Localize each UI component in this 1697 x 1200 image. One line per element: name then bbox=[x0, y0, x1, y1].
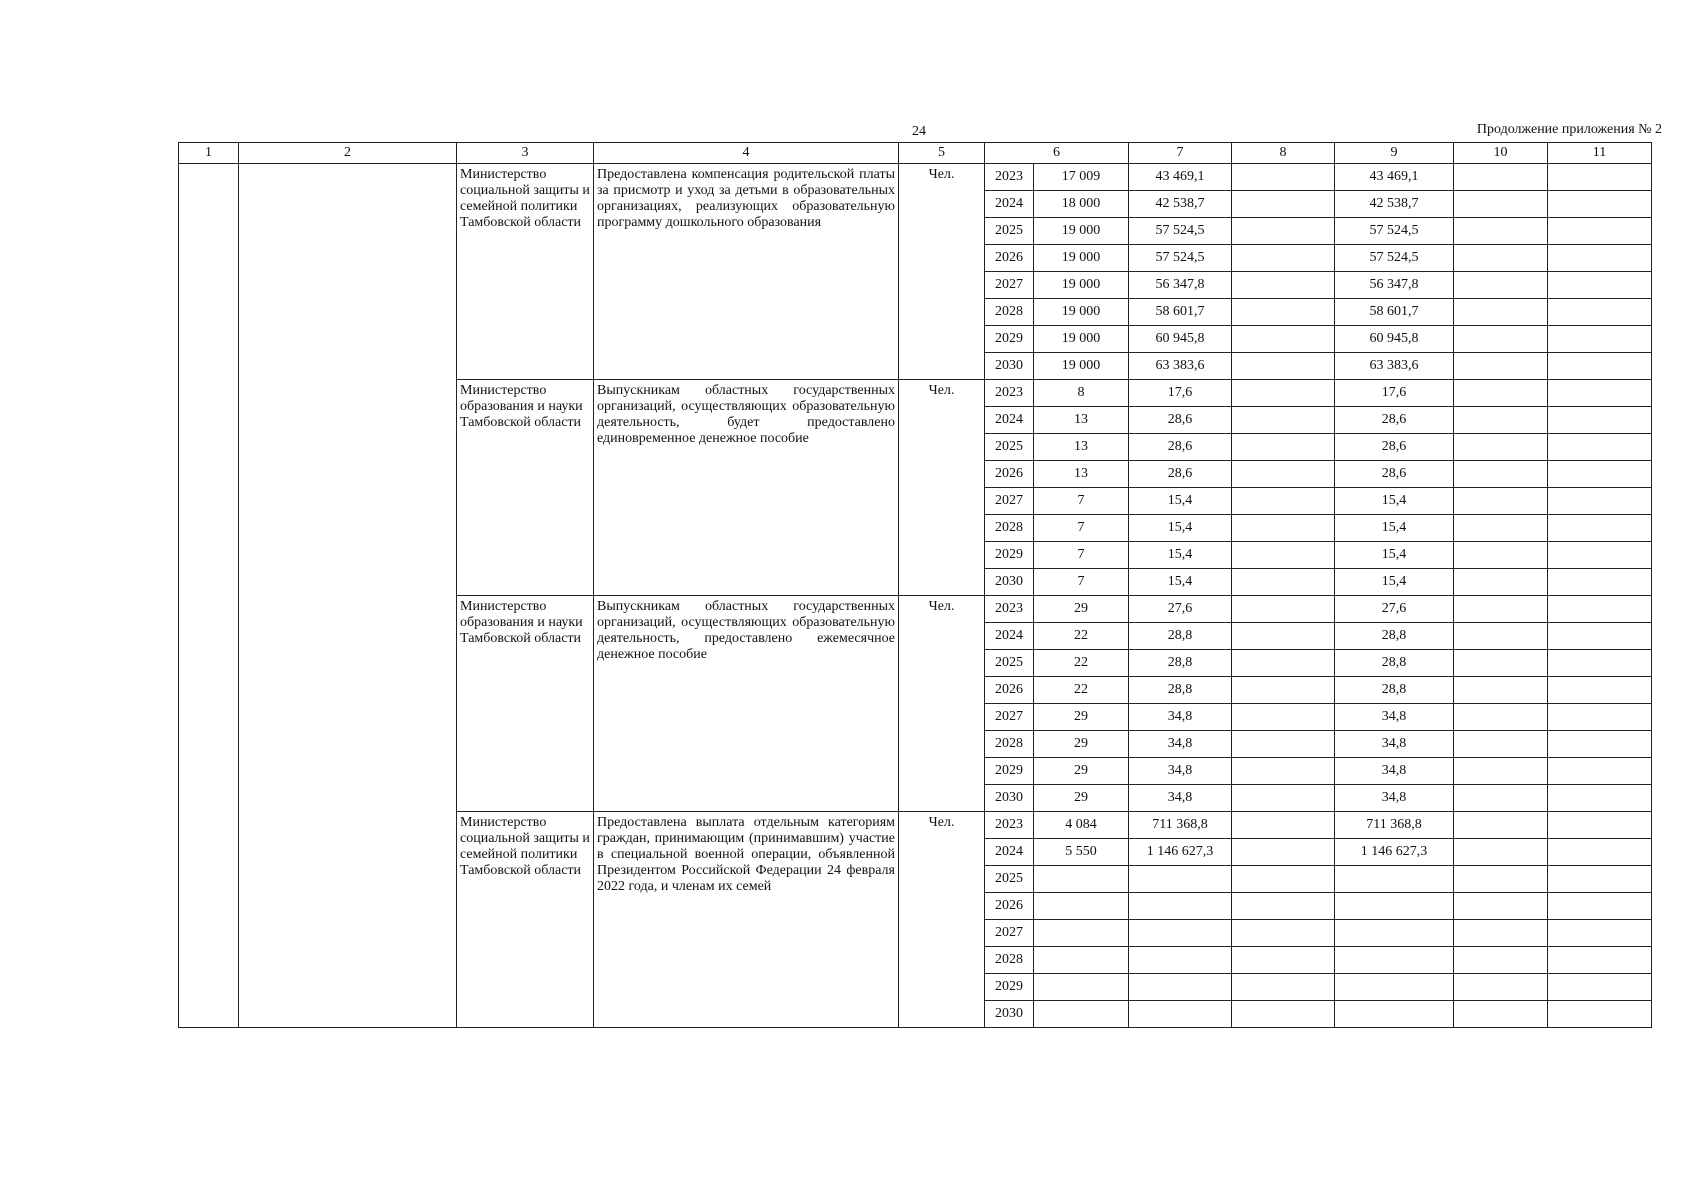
col11-cell bbox=[1548, 920, 1652, 947]
indicator-value-cell bbox=[1034, 893, 1129, 920]
col1-cell bbox=[179, 164, 239, 1028]
description-cell: Выпускникам областных государственных организаций, осуществляющих образовательную деятельность, предоставлено ежемесячное денежное пособие bbox=[594, 596, 899, 812]
indicator-value-cell bbox=[1034, 947, 1129, 974]
col11-cell bbox=[1548, 731, 1652, 758]
total-amount-cell: 28,8 bbox=[1129, 677, 1232, 704]
year-cell: 2028 bbox=[985, 731, 1034, 758]
col11-cell bbox=[1548, 434, 1652, 461]
total-amount-cell: 27,6 bbox=[1129, 596, 1232, 623]
col8-cell bbox=[1232, 920, 1335, 947]
year-cell: 2027 bbox=[985, 704, 1034, 731]
col11-cell bbox=[1548, 812, 1652, 839]
year-cell: 2024 bbox=[985, 623, 1034, 650]
year-cell: 2025 bbox=[985, 650, 1034, 677]
col10-cell bbox=[1454, 731, 1548, 758]
indicator-value-cell: 13 bbox=[1034, 434, 1129, 461]
total-amount-cell: 17,6 bbox=[1129, 380, 1232, 407]
col8-cell bbox=[1232, 191, 1335, 218]
regional-budget-cell bbox=[1335, 866, 1454, 893]
indicator-value-cell: 8 bbox=[1034, 380, 1129, 407]
total-amount-cell: 28,8 bbox=[1129, 650, 1232, 677]
col8-cell bbox=[1232, 650, 1335, 677]
total-amount-cell: 34,8 bbox=[1129, 758, 1232, 785]
indicator-value-cell: 19 000 bbox=[1034, 218, 1129, 245]
year-cell: 2028 bbox=[985, 947, 1034, 974]
indicator-value-cell: 22 bbox=[1034, 623, 1129, 650]
col10-cell bbox=[1454, 164, 1548, 191]
col10-cell bbox=[1454, 704, 1548, 731]
col8-cell bbox=[1232, 353, 1335, 380]
indicator-value-cell: 19 000 bbox=[1034, 299, 1129, 326]
regional-budget-cell bbox=[1335, 947, 1454, 974]
description-cell: Предоставлена компенсация родительской платы за присмотр и уход за детьми в образовательных организациях, реализующих образовательную программу дошкольного образования bbox=[594, 164, 899, 380]
indicator-value-cell: 19 000 bbox=[1034, 353, 1129, 380]
total-amount-cell: 711 368,8 bbox=[1129, 812, 1232, 839]
col11-cell bbox=[1548, 542, 1652, 569]
col2-cell bbox=[239, 164, 457, 1028]
col10-cell bbox=[1454, 920, 1548, 947]
total-amount-cell: 60 945,8 bbox=[1129, 326, 1232, 353]
col10-cell bbox=[1454, 191, 1548, 218]
indicator-value-cell bbox=[1034, 866, 1129, 893]
col8-cell bbox=[1232, 407, 1335, 434]
col10-cell bbox=[1454, 326, 1548, 353]
total-amount-cell: 15,4 bbox=[1129, 515, 1232, 542]
col8-cell bbox=[1232, 380, 1335, 407]
indicator-value-cell: 22 bbox=[1034, 677, 1129, 704]
regional-budget-cell: 28,6 bbox=[1335, 407, 1454, 434]
year-cell: 2023 bbox=[985, 596, 1034, 623]
col11-cell bbox=[1548, 974, 1652, 1001]
indicator-value-cell: 19 000 bbox=[1034, 272, 1129, 299]
col11-cell bbox=[1548, 218, 1652, 245]
indicator-value-cell bbox=[1034, 974, 1129, 1001]
column-number-row bbox=[179, 143, 1652, 164]
total-amount-cell: 1 146 627,3 bbox=[1129, 839, 1232, 866]
indicator-value-cell: 7 bbox=[1034, 488, 1129, 515]
total-amount-cell: 57 524,5 bbox=[1129, 245, 1232, 272]
col8-cell bbox=[1232, 461, 1335, 488]
col11-cell bbox=[1548, 407, 1652, 434]
col10-cell bbox=[1454, 677, 1548, 704]
total-amount-cell: 28,6 bbox=[1129, 407, 1232, 434]
col8-cell bbox=[1232, 164, 1335, 191]
table-row bbox=[179, 164, 1652, 191]
year-cell: 2025 bbox=[985, 434, 1034, 461]
col10-cell bbox=[1454, 839, 1548, 866]
regional-budget-cell: 15,4 bbox=[1335, 569, 1454, 596]
col10-cell bbox=[1454, 380, 1548, 407]
col11-cell bbox=[1548, 461, 1652, 488]
col8-cell bbox=[1232, 272, 1335, 299]
col11-cell bbox=[1548, 191, 1652, 218]
regional-budget-cell: 56 347,8 bbox=[1335, 272, 1454, 299]
total-amount-cell: 34,8 bbox=[1129, 785, 1232, 812]
col11-cell bbox=[1548, 569, 1652, 596]
regional-budget-cell: 43 469,1 bbox=[1335, 164, 1454, 191]
ministry-cell: Министерство образования и науки Тамбовской области bbox=[457, 380, 594, 596]
col11-cell bbox=[1548, 623, 1652, 650]
year-cell: 2027 bbox=[985, 272, 1034, 299]
year-cell: 2023 bbox=[985, 380, 1034, 407]
total-amount-cell: 34,8 bbox=[1129, 731, 1232, 758]
col10-cell bbox=[1454, 461, 1548, 488]
col8-cell bbox=[1232, 488, 1335, 515]
regional-budget-cell: 28,8 bbox=[1335, 623, 1454, 650]
indicator-value-cell bbox=[1034, 1001, 1129, 1028]
col-header-11: 11 bbox=[1548, 143, 1652, 164]
regional-budget-cell: 28,6 bbox=[1335, 434, 1454, 461]
table-body bbox=[179, 164, 1652, 1028]
total-amount-cell bbox=[1129, 974, 1232, 1001]
col8-cell bbox=[1232, 596, 1335, 623]
regional-budget-cell: 15,4 bbox=[1335, 542, 1454, 569]
indicator-value-cell: 18 000 bbox=[1034, 191, 1129, 218]
col8-cell bbox=[1232, 974, 1335, 1001]
regional-budget-cell: 57 524,5 bbox=[1335, 245, 1454, 272]
total-amount-cell bbox=[1129, 947, 1232, 974]
col10-cell bbox=[1454, 272, 1548, 299]
year-cell: 2029 bbox=[985, 758, 1034, 785]
year-cell: 2029 bbox=[985, 326, 1034, 353]
indicator-value-cell: 29 bbox=[1034, 785, 1129, 812]
col8-cell bbox=[1232, 893, 1335, 920]
unit-cell: Чел. bbox=[899, 596, 985, 812]
year-cell: 2025 bbox=[985, 866, 1034, 893]
regional-budget-cell: 15,4 bbox=[1335, 488, 1454, 515]
col10-cell bbox=[1454, 434, 1548, 461]
col10-cell bbox=[1454, 650, 1548, 677]
col11-cell bbox=[1548, 326, 1652, 353]
year-cell: 2024 bbox=[985, 839, 1034, 866]
ministry-cell: Министерство социальной защиты и семейной политики Тамбовской области bbox=[457, 812, 594, 1028]
regional-budget-cell: 28,8 bbox=[1335, 677, 1454, 704]
col-header-6: 6 bbox=[985, 143, 1129, 164]
col10-cell bbox=[1454, 1001, 1548, 1028]
col11-cell bbox=[1548, 947, 1652, 974]
indicator-value-cell: 29 bbox=[1034, 704, 1129, 731]
col11-cell bbox=[1548, 488, 1652, 515]
indicator-value-cell: 29 bbox=[1034, 758, 1129, 785]
year-cell: 2023 bbox=[985, 164, 1034, 191]
col10-cell bbox=[1454, 812, 1548, 839]
col10-cell bbox=[1454, 785, 1548, 812]
col10-cell bbox=[1454, 488, 1548, 515]
total-amount-cell: 43 469,1 bbox=[1129, 164, 1232, 191]
col-header-7: 7 bbox=[1129, 143, 1232, 164]
regional-budget-cell: 34,8 bbox=[1335, 731, 1454, 758]
col10-cell bbox=[1454, 542, 1548, 569]
col8-cell bbox=[1232, 704, 1335, 731]
total-amount-cell: 57 524,5 bbox=[1129, 218, 1232, 245]
col8-cell bbox=[1232, 326, 1335, 353]
regional-budget-cell: 57 524,5 bbox=[1335, 218, 1454, 245]
col10-cell bbox=[1454, 407, 1548, 434]
indicator-value-cell: 19 000 bbox=[1034, 245, 1129, 272]
col8-cell bbox=[1232, 839, 1335, 866]
indicator-value-cell: 7 bbox=[1034, 515, 1129, 542]
col10-cell bbox=[1454, 515, 1548, 542]
col8-cell bbox=[1232, 866, 1335, 893]
continuation-note: Продолжение приложения № 2 bbox=[1476, 122, 1662, 137]
col10-cell bbox=[1454, 947, 1548, 974]
col11-cell bbox=[1548, 164, 1652, 191]
col-header-10: 10 bbox=[1454, 143, 1548, 164]
total-amount-cell bbox=[1129, 920, 1232, 947]
year-cell: 2026 bbox=[985, 893, 1034, 920]
year-cell: 2030 bbox=[985, 569, 1034, 596]
col11-cell bbox=[1548, 677, 1652, 704]
year-cell: 2030 bbox=[985, 353, 1034, 380]
col8-cell bbox=[1232, 947, 1335, 974]
year-cell: 2026 bbox=[985, 677, 1034, 704]
indicator-value-cell: 13 bbox=[1034, 461, 1129, 488]
col11-cell bbox=[1548, 596, 1652, 623]
col8-cell bbox=[1232, 218, 1335, 245]
year-cell: 2024 bbox=[985, 407, 1034, 434]
indicator-value-cell bbox=[1034, 920, 1129, 947]
unit-cell: Чел. bbox=[899, 164, 985, 380]
year-cell: 2029 bbox=[985, 974, 1034, 1001]
regional-budget-cell bbox=[1335, 920, 1454, 947]
year-cell: 2028 bbox=[985, 299, 1034, 326]
col11-cell bbox=[1548, 245, 1652, 272]
indicator-value-cell: 5 550 bbox=[1034, 839, 1129, 866]
col11-cell bbox=[1548, 893, 1652, 920]
regional-budget-cell: 63 383,6 bbox=[1335, 353, 1454, 380]
regional-budget-cell bbox=[1335, 1001, 1454, 1028]
col-header-1: 1 bbox=[179, 143, 239, 164]
col11-cell bbox=[1548, 650, 1652, 677]
col-header-5: 5 bbox=[899, 143, 985, 164]
total-amount-cell: 58 601,7 bbox=[1129, 299, 1232, 326]
indicator-value-cell: 22 bbox=[1034, 650, 1129, 677]
col-header-8: 8 bbox=[1232, 143, 1335, 164]
col8-cell bbox=[1232, 434, 1335, 461]
col10-cell bbox=[1454, 569, 1548, 596]
regional-budget-cell bbox=[1335, 893, 1454, 920]
regional-budget-cell: 1 146 627,3 bbox=[1335, 839, 1454, 866]
total-amount-cell: 15,4 bbox=[1129, 542, 1232, 569]
regional-budget-cell: 58 601,7 bbox=[1335, 299, 1454, 326]
year-cell: 2026 bbox=[985, 461, 1034, 488]
total-amount-cell: 34,8 bbox=[1129, 704, 1232, 731]
total-amount-cell: 15,4 bbox=[1129, 569, 1232, 596]
regional-budget-cell: 27,6 bbox=[1335, 596, 1454, 623]
col8-cell bbox=[1232, 542, 1335, 569]
indicator-value-cell: 13 bbox=[1034, 407, 1129, 434]
total-amount-cell: 56 347,8 bbox=[1129, 272, 1232, 299]
indicator-value-cell: 29 bbox=[1034, 731, 1129, 758]
regional-budget-cell: 34,8 bbox=[1335, 758, 1454, 785]
indicator-value-cell: 4 084 bbox=[1034, 812, 1129, 839]
col11-cell bbox=[1548, 272, 1652, 299]
total-amount-cell bbox=[1129, 893, 1232, 920]
col11-cell bbox=[1548, 839, 1652, 866]
col8-cell bbox=[1232, 1001, 1335, 1028]
year-cell: 2023 bbox=[985, 812, 1034, 839]
regional-budget-cell: 711 368,8 bbox=[1335, 812, 1454, 839]
col8-cell bbox=[1232, 299, 1335, 326]
year-cell: 2027 bbox=[985, 488, 1034, 515]
col10-cell bbox=[1454, 893, 1548, 920]
page-number: 24 bbox=[912, 124, 926, 139]
regional-budget-cell: 34,8 bbox=[1335, 704, 1454, 731]
col11-cell bbox=[1548, 353, 1652, 380]
regional-budget-cell: 42 538,7 bbox=[1335, 191, 1454, 218]
regional-budget-cell: 34,8 bbox=[1335, 785, 1454, 812]
ministry-cell: Министерство социальной защиты и семейной политики Тамбовской области bbox=[457, 164, 594, 380]
description-cell: Выпускникам областных государственных организаций, осуществляющих образовательную деятельность, будет предоставлено единовременное денежное пособие bbox=[594, 380, 899, 596]
col8-cell bbox=[1232, 731, 1335, 758]
col-header-3: 3 bbox=[457, 143, 594, 164]
col11-cell bbox=[1548, 380, 1652, 407]
col11-cell bbox=[1548, 785, 1652, 812]
col11-cell bbox=[1548, 515, 1652, 542]
col8-cell bbox=[1232, 812, 1335, 839]
col10-cell bbox=[1454, 974, 1548, 1001]
total-amount-cell: 42 538,7 bbox=[1129, 191, 1232, 218]
indicator-value-cell: 7 bbox=[1034, 542, 1129, 569]
year-cell: 2030 bbox=[985, 785, 1034, 812]
col8-cell bbox=[1232, 677, 1335, 704]
indicator-value-cell: 17 009 bbox=[1034, 164, 1129, 191]
total-amount-cell: 15,4 bbox=[1129, 488, 1232, 515]
col10-cell bbox=[1454, 758, 1548, 785]
total-amount-cell bbox=[1129, 1001, 1232, 1028]
col10-cell bbox=[1454, 623, 1548, 650]
description-cell: Предоставлена выплата отдельным категориям граждан, принимающим (принимавшим) участие в специальной военной операции, объявленной Президентом Российской Федерации 24 февраля 2022 года, и членам их семей bbox=[594, 812, 899, 1028]
total-amount-cell: 28,8 bbox=[1129, 623, 1232, 650]
regional-budget-cell: 28,6 bbox=[1335, 461, 1454, 488]
year-cell: 2027 bbox=[985, 920, 1034, 947]
appendix-table bbox=[178, 142, 1652, 1028]
year-cell: 2024 bbox=[985, 191, 1034, 218]
col10-cell bbox=[1454, 245, 1548, 272]
col11-cell bbox=[1548, 1001, 1652, 1028]
regional-budget-cell: 15,4 bbox=[1335, 515, 1454, 542]
year-cell: 2029 bbox=[985, 542, 1034, 569]
total-amount-cell bbox=[1129, 866, 1232, 893]
col8-cell bbox=[1232, 515, 1335, 542]
regional-budget-cell: 60 945,8 bbox=[1335, 326, 1454, 353]
regional-budget-cell bbox=[1335, 974, 1454, 1001]
total-amount-cell: 63 383,6 bbox=[1129, 353, 1232, 380]
total-amount-cell: 28,6 bbox=[1129, 461, 1232, 488]
col11-cell bbox=[1548, 866, 1652, 893]
col8-cell bbox=[1232, 758, 1335, 785]
col11-cell bbox=[1548, 758, 1652, 785]
ministry-cell: Министерство образования и науки Тамбовской области bbox=[457, 596, 594, 812]
col8-cell bbox=[1232, 623, 1335, 650]
unit-cell: Чел. bbox=[899, 812, 985, 1028]
indicator-value-cell: 29 bbox=[1034, 596, 1129, 623]
col11-cell bbox=[1548, 704, 1652, 731]
year-cell: 2025 bbox=[985, 218, 1034, 245]
col-header-2: 2 bbox=[239, 143, 457, 164]
col10-cell bbox=[1454, 596, 1548, 623]
regional-budget-cell: 17,6 bbox=[1335, 380, 1454, 407]
col10-cell bbox=[1454, 353, 1548, 380]
indicator-value-cell: 19 000 bbox=[1034, 326, 1129, 353]
col10-cell bbox=[1454, 218, 1548, 245]
col8-cell bbox=[1232, 569, 1335, 596]
unit-cell: Чел. bbox=[899, 380, 985, 596]
col10-cell bbox=[1454, 299, 1548, 326]
indicator-value-cell: 7 bbox=[1034, 569, 1129, 596]
col8-cell bbox=[1232, 785, 1335, 812]
col10-cell bbox=[1454, 866, 1548, 893]
year-cell: 2030 bbox=[985, 1001, 1034, 1028]
col-header-9: 9 bbox=[1335, 143, 1454, 164]
regional-budget-cell: 28,8 bbox=[1335, 650, 1454, 677]
total-amount-cell: 28,6 bbox=[1129, 434, 1232, 461]
year-cell: 2028 bbox=[985, 515, 1034, 542]
year-cell: 2026 bbox=[985, 245, 1034, 272]
col11-cell bbox=[1548, 299, 1652, 326]
col-header-4: 4 bbox=[594, 143, 899, 164]
col8-cell bbox=[1232, 245, 1335, 272]
